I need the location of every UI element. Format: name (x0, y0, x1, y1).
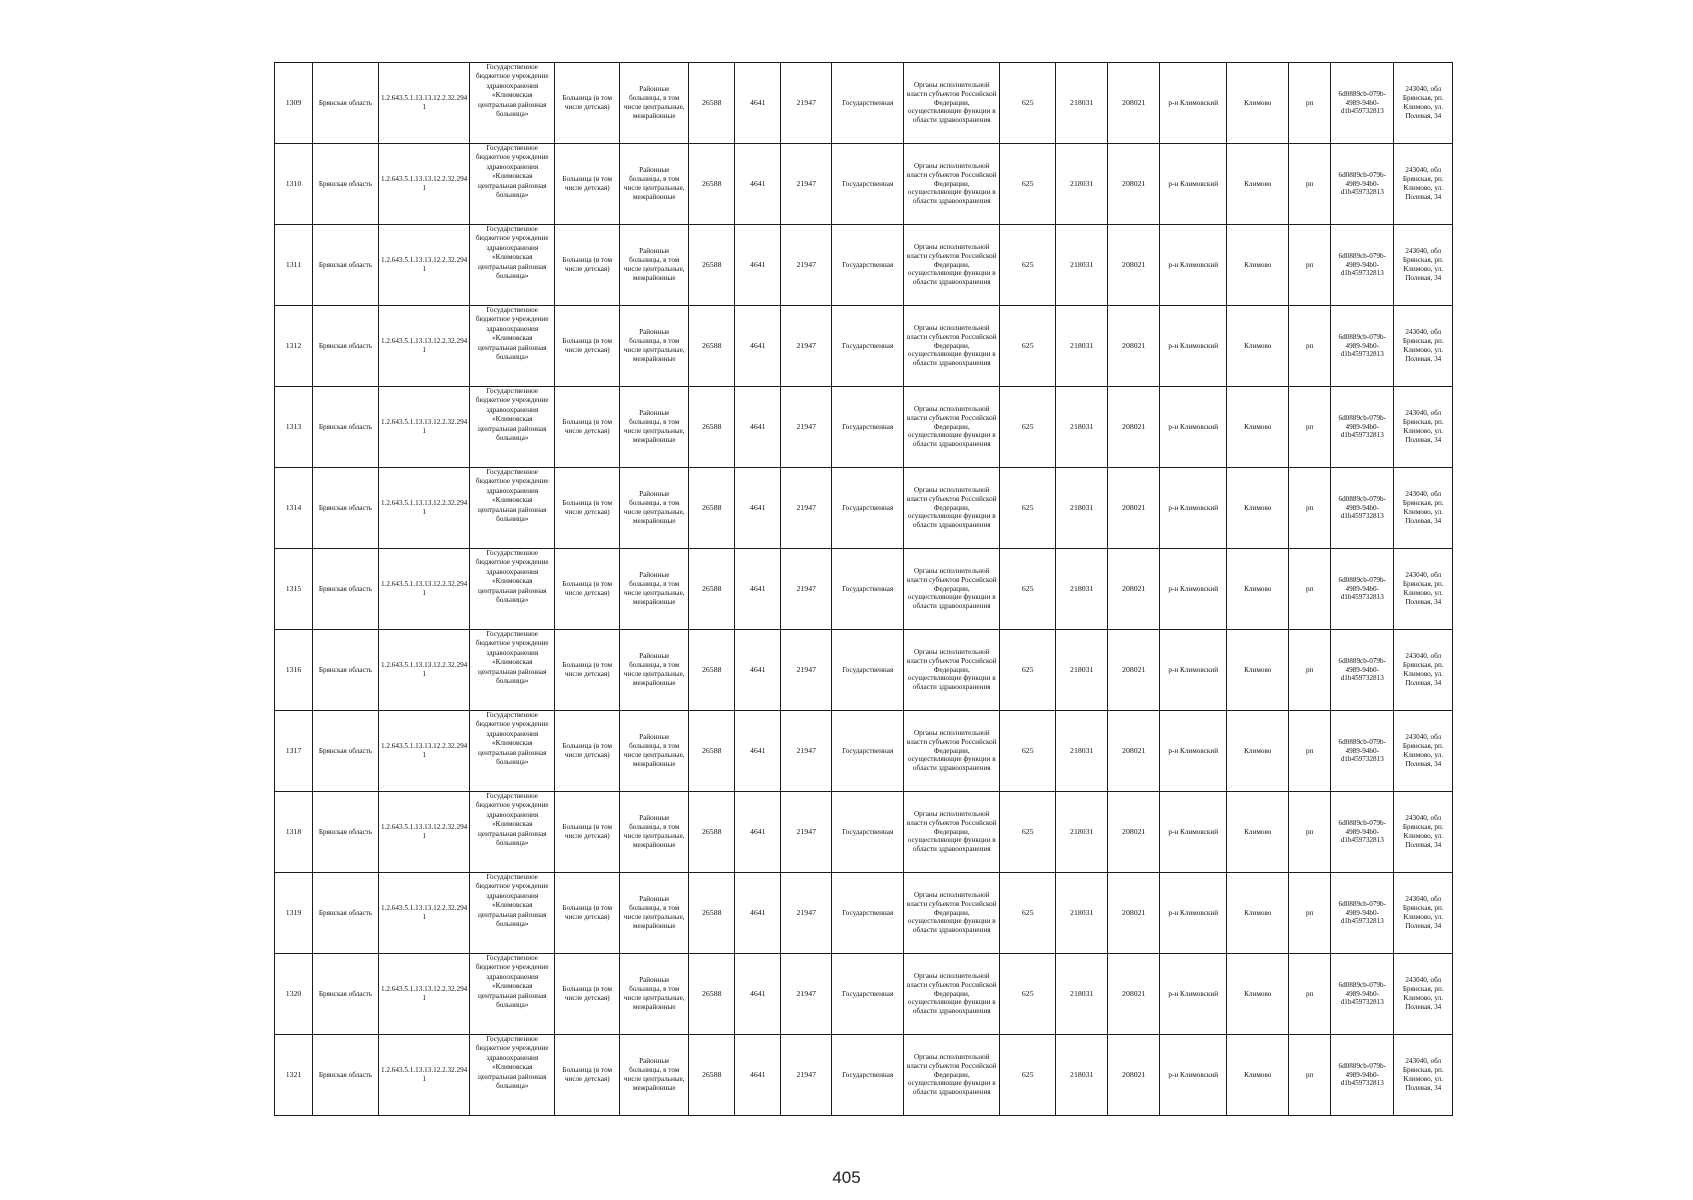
row-number: 1319 (275, 873, 313, 954)
organization-name-cell: Государственное бюджетное учреждение здравоохранения «Климовская центральная районная больница» (470, 630, 555, 711)
facility-type-cell: Больница (в том числе детская) (555, 468, 620, 549)
locality-cell: Климово (1227, 306, 1289, 387)
locality-cell: Климово (1227, 1035, 1289, 1116)
count-b-cell: 21947 (781, 873, 832, 954)
row-number: 1316 (275, 630, 313, 711)
oid-code-cell: 1.2.643.5.1.13.13.12.2.32.294 1 (379, 954, 470, 1035)
address-cell: 243040, обл Брянская, рп. Климово, ул. Полевая, 34 (1394, 711, 1453, 792)
code-a-cell: 625 (1000, 306, 1056, 387)
organization-name-cell: Государственное бюджетное учреждение здравоохранения «Климовская центральная районная больница» (470, 954, 555, 1035)
locality-type-cell: рп (1289, 873, 1331, 954)
code-b-cell: 218031 (1056, 387, 1108, 468)
code-b-cell: 218031 (1056, 873, 1108, 954)
code-a-cell: 625 (1000, 1035, 1056, 1116)
row-number: 1310 (275, 144, 313, 225)
table-row (275, 873, 1453, 954)
table-row (275, 1035, 1453, 1116)
count-total-cell: 26588 (689, 792, 735, 873)
facility-type-cell: Больница (в том числе детская) (555, 954, 620, 1035)
facility-type-cell: Больница (в том числе детская) (555, 792, 620, 873)
facility-category-cell: Районные больницы, в том числе центральные, межрайонные (620, 792, 689, 873)
code-c-cell: 208021 (1108, 144, 1160, 225)
locality-type-cell: рп (1289, 306, 1331, 387)
address-cell: 243040, обл Брянская, рп. Климово, ул. Полевая, 34 (1394, 387, 1453, 468)
ownership-cell: Государственная (832, 225, 904, 306)
authority-cell: Органы исполнительной власти субъектов Российской Федерации, осуществляющие функции в области здравоохранения (904, 1035, 1000, 1116)
count-a-cell: 4641 (735, 711, 781, 792)
region-cell: Брянская область (313, 954, 379, 1035)
code-b-cell: 218031 (1056, 225, 1108, 306)
code-c-cell: 208021 (1108, 1035, 1160, 1116)
authority-cell: Органы исполнительной власти субъектов Российской Федерации, осуществляющие функции в области здравоохранения (904, 63, 1000, 144)
code-a-cell: 625 (1000, 468, 1056, 549)
table-row (275, 468, 1453, 549)
organization-name-cell: Государственное бюджетное учреждение здравоохранения «Климовская центральная районная больница» (470, 711, 555, 792)
region-cell: Брянская область (313, 549, 379, 630)
region-cell: Брянская область (313, 792, 379, 873)
region-cell: Брянская область (313, 144, 379, 225)
locality-cell: Климово (1227, 711, 1289, 792)
document-sheet (274, 62, 1453, 1116)
code-c-cell: 208021 (1108, 792, 1160, 873)
code-a-cell: 625 (1000, 225, 1056, 306)
row-number: 1318 (275, 792, 313, 873)
region-cell: Брянская область (313, 1035, 379, 1116)
district-cell: р-н Климовский (1160, 468, 1227, 549)
authority-cell: Органы исполнительной власти субъектов Российской Федерации, осуществляющие функции в области здравоохранения (904, 873, 1000, 954)
locality-type-cell: рп (1289, 792, 1331, 873)
code-c-cell: 208021 (1108, 387, 1160, 468)
count-total-cell: 26588 (689, 387, 735, 468)
organization-name-cell: Государственное бюджетное учреждение здравоохранения «Климовская центральная районная больница» (470, 468, 555, 549)
organization-name-cell: Государственное бюджетное учреждение здравоохранения «Климовская центральная районная больница» (470, 306, 555, 387)
row-number: 1314 (275, 468, 313, 549)
count-a-cell: 4641 (735, 954, 781, 1035)
facility-category-cell: Районные больницы, в том числе центральные, межрайонные (620, 225, 689, 306)
locality-cell: Климово (1227, 468, 1289, 549)
locality-cell: Климово (1227, 873, 1289, 954)
ownership-cell: Государственная (832, 792, 904, 873)
count-b-cell: 21947 (781, 954, 832, 1035)
facility-category-cell: Районные больницы, в том числе центральные, межрайонные (620, 387, 689, 468)
count-total-cell: 26588 (689, 873, 735, 954)
address-cell: 243040, обл Брянская, рп. Климово, ул. Полевая, 34 (1394, 144, 1453, 225)
table-row (275, 63, 1453, 144)
count-b-cell: 21947 (781, 468, 832, 549)
code-b-cell: 218031 (1056, 792, 1108, 873)
code-a-cell: 625 (1000, 630, 1056, 711)
count-total-cell: 26588 (689, 144, 735, 225)
row-number: 1321 (275, 1035, 313, 1116)
address-cell: 243040, обл Брянская, рп. Климово, ул. Полевая, 34 (1394, 468, 1453, 549)
locality-type-cell: рп (1289, 954, 1331, 1035)
authority-cell: Органы исполнительной власти субъектов Российской Федерации, осуществляющие функции в области здравоохранения (904, 549, 1000, 630)
table-row (275, 225, 1453, 306)
row-number: 1311 (275, 225, 313, 306)
locality-type-cell: рп (1289, 387, 1331, 468)
ownership-cell: Государственная (832, 387, 904, 468)
count-total-cell: 26588 (689, 225, 735, 306)
ownership-cell: Государственная (832, 630, 904, 711)
guid-cell: 6d0889cb-079b-4989-94b0-d1b459732813 (1331, 630, 1394, 711)
locality-cell: Климово (1227, 387, 1289, 468)
count-a-cell: 4641 (735, 792, 781, 873)
guid-cell: 6d0889cb-079b-4989-94b0-d1b459732813 (1331, 144, 1394, 225)
guid-cell: 6d0889cb-079b-4989-94b0-d1b459732813 (1331, 468, 1394, 549)
count-a-cell: 4641 (735, 873, 781, 954)
facility-type-cell: Больница (в том числе детская) (555, 225, 620, 306)
facility-category-cell: Районные больницы, в том числе центральные, межрайонные (620, 954, 689, 1035)
code-a-cell: 625 (1000, 549, 1056, 630)
district-cell: р-н Климовский (1160, 792, 1227, 873)
locality-type-cell: рп (1289, 711, 1331, 792)
row-number: 1313 (275, 387, 313, 468)
guid-cell: 6d0889cb-079b-4989-94b0-d1b459732813 (1331, 873, 1394, 954)
guid-cell: 6d0889cb-079b-4989-94b0-d1b459732813 (1331, 63, 1394, 144)
address-cell: 243040, обл Брянская, рп. Климово, ул. Полевая, 34 (1394, 630, 1453, 711)
district-cell: р-н Климовский (1160, 63, 1227, 144)
count-total-cell: 26588 (689, 468, 735, 549)
code-a-cell: 625 (1000, 873, 1056, 954)
address-cell: 243040, обл Брянская, рп. Климово, ул. Полевая, 34 (1394, 306, 1453, 387)
oid-code-cell: 1.2.643.5.1.13.13.12.2.32.294 1 (379, 873, 470, 954)
count-total-cell: 26588 (689, 630, 735, 711)
code-c-cell: 208021 (1108, 711, 1160, 792)
region-cell: Брянская область (313, 306, 379, 387)
oid-code-cell: 1.2.643.5.1.13.13.12.2.32.294 1 (379, 1035, 470, 1116)
facility-type-cell: Больница (в том числе детская) (555, 630, 620, 711)
address-cell: 243040, обл Брянская, рп. Климово, ул. Полевая, 34 (1394, 549, 1453, 630)
count-b-cell: 21947 (781, 225, 832, 306)
table-row (275, 954, 1453, 1035)
table-row (275, 306, 1453, 387)
table-body (275, 63, 1453, 1116)
region-cell: Брянская область (313, 63, 379, 144)
authority-cell: Органы исполнительной власти субъектов Российской Федерации, осуществляющие функции в области здравоохранения (904, 954, 1000, 1035)
code-b-cell: 218031 (1056, 468, 1108, 549)
table-row (275, 549, 1453, 630)
organization-name-cell: Государственное бюджетное учреждение здравоохранения «Климовская центральная районная больница» (470, 1035, 555, 1116)
code-c-cell: 208021 (1108, 225, 1160, 306)
count-b-cell: 21947 (781, 630, 832, 711)
row-number: 1309 (275, 63, 313, 144)
facility-type-cell: Больница (в том числе детская) (555, 1035, 620, 1116)
count-b-cell: 21947 (781, 387, 832, 468)
authority-cell: Органы исполнительной власти субъектов Российской Федерации, осуществляющие функции в области здравоохранения (904, 306, 1000, 387)
locality-type-cell: рп (1289, 549, 1331, 630)
row-number: 1317 (275, 711, 313, 792)
organization-name-cell: Государственное бюджетное учреждение здравоохранения «Климовская центральная районная больница» (470, 873, 555, 954)
table-row (275, 792, 1453, 873)
count-a-cell: 4641 (735, 630, 781, 711)
facility-type-cell: Больница (в том числе детская) (555, 306, 620, 387)
count-total-cell: 26588 (689, 306, 735, 387)
code-b-cell: 218031 (1056, 144, 1108, 225)
oid-code-cell: 1.2.643.5.1.13.13.12.2.32.294 1 (379, 225, 470, 306)
count-a-cell: 4641 (735, 306, 781, 387)
count-b-cell: 21947 (781, 711, 832, 792)
locality-cell: Климово (1227, 630, 1289, 711)
facility-type-cell: Больница (в том числе детская) (555, 63, 620, 144)
locality-cell: Климово (1227, 549, 1289, 630)
district-cell: р-н Климовский (1160, 954, 1227, 1035)
district-cell: р-н Климовский (1160, 387, 1227, 468)
code-c-cell: 208021 (1108, 954, 1160, 1035)
code-b-cell: 218031 (1056, 954, 1108, 1035)
guid-cell: 6d0889cb-079b-4989-94b0-d1b459732813 (1331, 954, 1394, 1035)
count-a-cell: 4641 (735, 387, 781, 468)
ownership-cell: Государственная (832, 144, 904, 225)
region-cell: Брянская область (313, 468, 379, 549)
row-number: 1315 (275, 549, 313, 630)
table-row (275, 711, 1453, 792)
oid-code-cell: 1.2.643.5.1.13.13.12.2.32.294 1 (379, 549, 470, 630)
locality-cell: Климово (1227, 63, 1289, 144)
code-b-cell: 218031 (1056, 63, 1108, 144)
organization-name-cell: Государственное бюджетное учреждение здравоохранения «Климовская центральная районная больница» (470, 63, 555, 144)
oid-code-cell: 1.2.643.5.1.13.13.12.2.32.294 1 (379, 144, 470, 225)
locality-cell: Климово (1227, 225, 1289, 306)
locality-cell: Климово (1227, 144, 1289, 225)
organization-name-cell: Государственное бюджетное учреждение здравоохранения «Климовская центральная районная больница» (470, 549, 555, 630)
region-cell: Брянская область (313, 630, 379, 711)
address-cell: 243040, обл Брянская, рп. Климово, ул. Полевая, 34 (1394, 954, 1453, 1035)
count-total-cell: 26588 (689, 63, 735, 144)
table-row (275, 387, 1453, 468)
code-c-cell: 208021 (1108, 468, 1160, 549)
code-c-cell: 208021 (1108, 306, 1160, 387)
guid-cell: 6d0889cb-079b-4989-94b0-d1b459732813 (1331, 1035, 1394, 1116)
oid-code-cell: 1.2.643.5.1.13.13.12.2.32.294 1 (379, 306, 470, 387)
region-cell: Брянская область (313, 225, 379, 306)
count-b-cell: 21947 (781, 1035, 832, 1116)
facility-type-cell: Больница (в том числе детская) (555, 144, 620, 225)
district-cell: р-н Климовский (1160, 306, 1227, 387)
locality-type-cell: рп (1289, 630, 1331, 711)
code-b-cell: 218031 (1056, 711, 1108, 792)
facility-category-cell: Районные больницы, в том числе центральные, межрайонные (620, 873, 689, 954)
organization-name-cell: Государственное бюджетное учреждение здравоохранения «Климовская центральная районная больница» (470, 387, 555, 468)
count-total-cell: 26588 (689, 954, 735, 1035)
code-b-cell: 218031 (1056, 306, 1108, 387)
oid-code-cell: 1.2.643.5.1.13.13.12.2.32.294 1 (379, 792, 470, 873)
code-b-cell: 218031 (1056, 1035, 1108, 1116)
count-total-cell: 26588 (689, 549, 735, 630)
table-row (275, 630, 1453, 711)
organization-name-cell: Государственное бюджетное учреждение здравоохранения «Климовская центральная районная больница» (470, 792, 555, 873)
count-b-cell: 21947 (781, 306, 832, 387)
count-a-cell: 4641 (735, 63, 781, 144)
guid-cell: 6d0889cb-079b-4989-94b0-d1b459732813 (1331, 792, 1394, 873)
facility-category-cell: Районные больницы, в том числе центральные, межрайонные (620, 630, 689, 711)
address-cell: 243040, обл Брянская, рп. Климово, ул. Полевая, 34 (1394, 792, 1453, 873)
district-cell: р-н Климовский (1160, 630, 1227, 711)
locality-type-cell: рп (1289, 63, 1331, 144)
locality-cell: Климово (1227, 792, 1289, 873)
table-row (275, 144, 1453, 225)
count-total-cell: 26588 (689, 711, 735, 792)
ownership-cell: Государственная (832, 954, 904, 1035)
count-a-cell: 4641 (735, 144, 781, 225)
facility-type-cell: Больница (в том числе детская) (555, 873, 620, 954)
facility-category-cell: Районные больницы, в том числе центральные, межрайонные (620, 711, 689, 792)
count-b-cell: 21947 (781, 792, 832, 873)
guid-cell: 6d0889cb-079b-4989-94b0-d1b459732813 (1331, 306, 1394, 387)
address-cell: 243040, обл Брянская, рп. Климово, ул. Полевая, 34 (1394, 1035, 1453, 1116)
code-c-cell: 208021 (1108, 873, 1160, 954)
code-a-cell: 625 (1000, 792, 1056, 873)
authority-cell: Органы исполнительной власти субъектов Российской Федерации, осуществляющие функции в области здравоохранения (904, 792, 1000, 873)
registry-table (274, 62, 1453, 1116)
count-a-cell: 4641 (735, 225, 781, 306)
facility-category-cell: Районные больницы, в том числе центральные, межрайонные (620, 549, 689, 630)
code-b-cell: 218031 (1056, 549, 1108, 630)
authority-cell: Органы исполнительной власти субъектов Российской Федерации, осуществляющие функции в области здравоохранения (904, 711, 1000, 792)
district-cell: р-н Климовский (1160, 549, 1227, 630)
code-a-cell: 625 (1000, 63, 1056, 144)
ownership-cell: Государственная (832, 1035, 904, 1116)
facility-category-cell: Районные больницы, в том числе центральные, межрайонные (620, 144, 689, 225)
code-a-cell: 625 (1000, 711, 1056, 792)
facility-category-cell: Районные больницы, в том числе центральные, межрайонные (620, 468, 689, 549)
address-cell: 243040, обл Брянская, рп. Климово, ул. Полевая, 34 (1394, 873, 1453, 954)
locality-type-cell: рп (1289, 225, 1331, 306)
district-cell: р-н Климовский (1160, 1035, 1227, 1116)
district-cell: р-н Климовский (1160, 144, 1227, 225)
code-a-cell: 625 (1000, 144, 1056, 225)
organization-name-cell: Государственное бюджетное учреждение здравоохранения «Климовская центральная районная больница» (470, 225, 555, 306)
oid-code-cell: 1.2.643.5.1.13.13.12.2.32.294 1 (379, 63, 470, 144)
authority-cell: Органы исполнительной власти субъектов Российской Федерации, осуществляющие функции в области здравоохранения (904, 387, 1000, 468)
code-a-cell: 625 (1000, 954, 1056, 1035)
authority-cell: Органы исполнительной власти субъектов Российской Федерации, осуществляющие функции в области здравоохранения (904, 144, 1000, 225)
guid-cell: 6d0889cb-079b-4989-94b0-d1b459732813 (1331, 387, 1394, 468)
organization-name-cell: Государственное бюджетное учреждение здравоохранения «Климовская центральная районная больница» (470, 144, 555, 225)
code-a-cell: 625 (1000, 387, 1056, 468)
page-number: 405 (832, 1168, 861, 1187)
facility-type-cell: Больница (в том числе детская) (555, 549, 620, 630)
guid-cell: 6d0889cb-079b-4989-94b0-d1b459732813 (1331, 549, 1394, 630)
code-c-cell: 208021 (1108, 63, 1160, 144)
count-b-cell: 21947 (781, 549, 832, 630)
oid-code-cell: 1.2.643.5.1.13.13.12.2.32.294 1 (379, 468, 470, 549)
count-total-cell: 26588 (689, 1035, 735, 1116)
locality-type-cell: рп (1289, 1035, 1331, 1116)
guid-cell: 6d0889cb-079b-4989-94b0-d1b459732813 (1331, 225, 1394, 306)
district-cell: р-н Климовский (1160, 225, 1227, 306)
facility-type-cell: Больница (в том числе детская) (555, 387, 620, 468)
authority-cell: Органы исполнительной власти субъектов Российской Федерации, осуществляющие функции в области здравоохранения (904, 630, 1000, 711)
count-a-cell: 4641 (735, 1035, 781, 1116)
authority-cell: Органы исполнительной власти субъектов Российской Федерации, осуществляющие функции в области здравоохранения (904, 225, 1000, 306)
count-b-cell: 21947 (781, 144, 832, 225)
facility-category-cell: Районные больницы, в том числе центральные, межрайонные (620, 1035, 689, 1116)
code-c-cell: 208021 (1108, 549, 1160, 630)
ownership-cell: Государственная (832, 711, 904, 792)
oid-code-cell: 1.2.643.5.1.13.13.12.2.32.294 1 (379, 711, 470, 792)
district-cell: р-н Климовский (1160, 711, 1227, 792)
region-cell: Брянская область (313, 387, 379, 468)
facility-type-cell: Больница (в том числе детская) (555, 711, 620, 792)
ownership-cell: Государственная (832, 468, 904, 549)
authority-cell: Органы исполнительной власти субъектов Российской Федерации, осуществляющие функции в области здравоохранения (904, 468, 1000, 549)
district-cell: р-н Климовский (1160, 873, 1227, 954)
ownership-cell: Государственная (832, 306, 904, 387)
locality-type-cell: рп (1289, 144, 1331, 225)
address-cell: 243040, обл Брянская, рп. Климово, ул. Полевая, 34 (1394, 225, 1453, 306)
ownership-cell: Государственная (832, 549, 904, 630)
row-number: 1320 (275, 954, 313, 1035)
code-b-cell: 218031 (1056, 630, 1108, 711)
guid-cell: 6d0889cb-079b-4989-94b0-d1b459732813 (1331, 711, 1394, 792)
count-b-cell: 21947 (781, 63, 832, 144)
code-c-cell: 208021 (1108, 630, 1160, 711)
locality-cell: Климово (1227, 954, 1289, 1035)
oid-code-cell: 1.2.643.5.1.13.13.12.2.32.294 1 (379, 630, 470, 711)
count-a-cell: 4641 (735, 549, 781, 630)
ownership-cell: Государственная (832, 873, 904, 954)
address-cell: 243040, обл Брянская, рп. Климово, ул. Полевая, 34 (1394, 63, 1453, 144)
count-a-cell: 4641 (735, 468, 781, 549)
region-cell: Брянская область (313, 873, 379, 954)
region-cell: Брянская область (313, 711, 379, 792)
oid-code-cell: 1.2.643.5.1.13.13.12.2.32.294 1 (379, 387, 470, 468)
facility-category-cell: Районные больницы, в том числе центральные, межрайонные (620, 306, 689, 387)
row-number: 1312 (275, 306, 313, 387)
facility-category-cell: Районные больницы, в том числе центральные, межрайонные (620, 63, 689, 144)
locality-type-cell: рп (1289, 468, 1331, 549)
ownership-cell: Государственная (832, 63, 904, 144)
